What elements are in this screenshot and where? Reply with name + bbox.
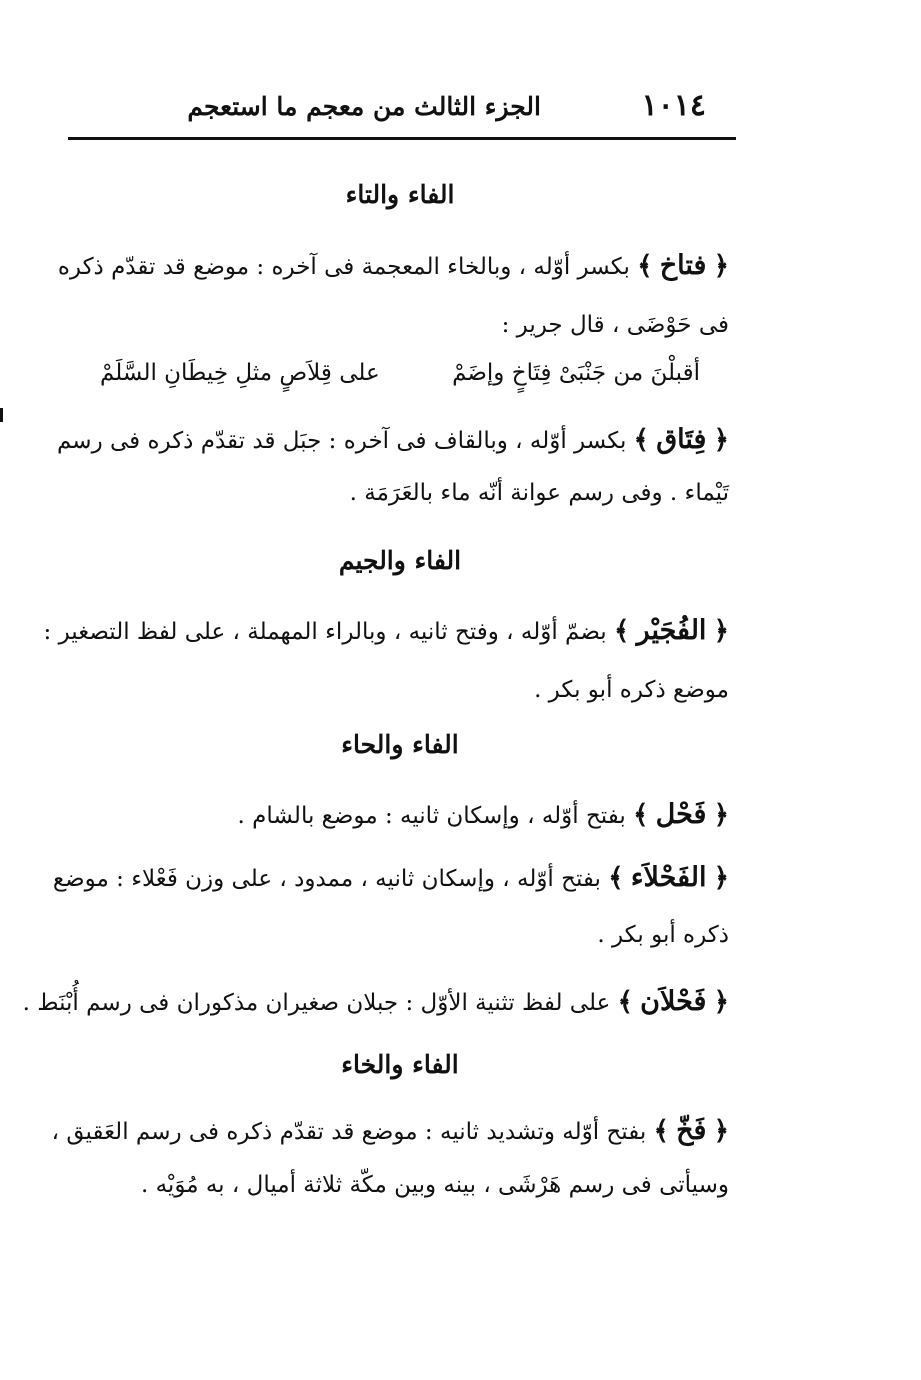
entry-text: فى حَوْضَى ، قال جرير : — [501, 312, 729, 338]
section-heading: الفاء والجيم — [338, 546, 462, 575]
headword: الفُجَيْر — [636, 615, 707, 646]
close-bracket: ﴾ — [633, 425, 649, 455]
entry-text: موضع ذكره أبو بكر . — [534, 677, 729, 703]
entry-text: على لفظ تثنية الأوّل : جبلان صغيران مذكوران فى رسم أُبْنَط . — [22, 990, 611, 1016]
verse-first-hemistich: أقبلْنَ من جَنْبَىْ فِتَاخٍ وإضَمْ — [452, 360, 700, 386]
entry-line — [72, 1172, 729, 1198]
close-bracket: ﴾ — [637, 251, 653, 281]
entry-text: بفتح أوّله ، وإسكان ثانيه : موضع بالشام . — [237, 803, 626, 829]
headword: الفَحْلاَء — [630, 862, 707, 893]
entry-text: بضمّ أوّله ، وفتح ثانيه ، وبالراء المهملة ، على لفظ التصغير : — [43, 619, 607, 645]
entry-line — [72, 677, 729, 703]
entry-first-line — [43, 615, 729, 646]
page-header — [68, 82, 736, 132]
entry-text: ذكره أبو بكر . — [597, 922, 729, 948]
section-heading: الفاء والحاء — [341, 730, 459, 759]
entry-first-line — [57, 424, 729, 455]
open-bracket: ﴿ — [713, 425, 729, 455]
headword: فَحْل — [655, 799, 707, 830]
open-bracket: ﴿ — [713, 616, 729, 646]
entry-first-line — [72, 799, 729, 830]
headword: فَخّ — [676, 1115, 707, 1146]
close-bracket: ﴾ — [653, 1116, 669, 1146]
entry-line — [72, 480, 729, 506]
close-bracket: ﴾ — [617, 987, 633, 1017]
close-bracket: ﴾ — [614, 616, 630, 646]
header-rule — [68, 137, 736, 140]
close-bracket: ﴾ — [608, 863, 624, 893]
section-heading: الفاء والخاء — [341, 1050, 459, 1079]
entry-first-line — [51, 1115, 729, 1146]
entry-first-line — [22, 986, 729, 1017]
entry-text: بفتح أوّله وتشديد ثانيه : موضع قد تقدّم ذكره فى رسم العَقيق ، — [51, 1119, 647, 1145]
entry-text: بكسر أوّله ، وبالخاء المعجمة فى آخره : موضع قد تقدّم ذكره — [57, 254, 630, 280]
open-bracket: ﴿ — [713, 863, 729, 893]
open-bracket: ﴿ — [713, 1116, 729, 1146]
headword: فِتَاق — [656, 424, 707, 455]
verse-second-hemistich: على قِلاَصٍ مثلِ خِيطَانِ السَّلَمْ — [100, 360, 380, 386]
entry-line — [72, 312, 729, 338]
entry-text: بكسر أوّله ، وبالقاف فى آخره : جبَل قد تقدّم ذكره فى رسم — [57, 428, 627, 454]
running-title: الجزء الثالث من معجم ما استعجم — [187, 92, 541, 121]
entry-first-line — [52, 862, 729, 893]
open-bracket: ﴿ — [713, 800, 729, 830]
entry-text: بفتح أوّله ، وإسكان ثانيه ، ممدود ، على وزن فَعْلاء : موضع — [52, 866, 601, 892]
entry-text: وسيأتى فى رسم هَرْشَى ، بينه وبين مكّة ثلاثة أميال ، به مُوَيْه . — [140, 1172, 729, 1198]
page-number: ١٠١٤ — [641, 88, 706, 123]
open-bracket: ﴿ — [713, 987, 729, 1017]
open-bracket: ﴿ — [713, 251, 729, 281]
section-heading: الفاء والتاء — [345, 180, 455, 209]
close-bracket: ﴾ — [633, 800, 649, 830]
headword: فتاخ — [659, 250, 707, 281]
headword: فَحْلاَن — [640, 986, 707, 1017]
entry-first-line — [57, 250, 729, 281]
entry-text: تَيْماء . وفى رسم عوانة أنّه ماء بالعَرَمَة . — [349, 480, 729, 506]
entry-line — [72, 922, 729, 948]
margin-mark — [0, 408, 3, 422]
